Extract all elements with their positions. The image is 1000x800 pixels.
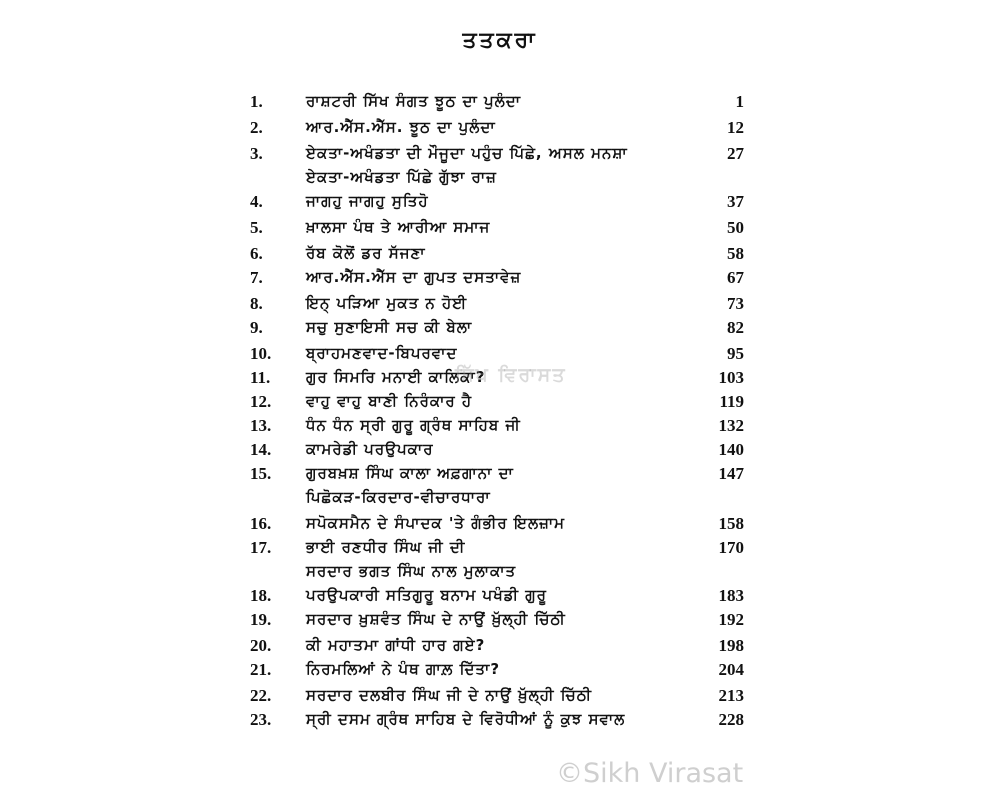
entry-title: ਆਰ.ਐੱਸ.ਐੱਸ ਦਾ ਗੁਪਤ ਦਸਤਾਵੇਜ਼ [306,268,522,286]
entry-number: 16. [250,514,272,533]
entry-title: ਧੰਨ ਧੰਨ ਸ੍ਰੀ ਗੁਰੂ ਗ੍ਰੰਥ ਸਾਹਿਬ ਜੀ [306,416,521,434]
entry-page-number: 103 [718,368,744,387]
entry-number: 18. [250,586,272,605]
entry-number: 13. [250,416,272,435]
entry-number: 4. [250,192,263,211]
entry-number: 5. [250,218,263,237]
entry-title: ਨਿਰਮਲਿਆਂ ਨੇ ਪੰਥ ਗਾਲ਼ ਦਿੱਤਾ? [306,660,501,678]
entry-page-number: 50 [727,218,744,237]
entry-number: 20. [250,636,272,655]
entry-number: 12. [250,392,272,411]
entry-page-number: 228 [718,710,744,729]
entry-number: 22. [250,686,272,705]
entry-title: ਸਰਦਾਰ ਭਗਤ ਸਿੰਘ ਨਾਲ ਮੁਲਾਕਾਤ [306,562,517,580]
entry-page-number: 192 [718,610,744,629]
entry-number: 21. [250,660,272,679]
entry-title: ਰੱਬ ਕੋਲੋਂ ਡਰ ਸੱਜਣਾ [306,244,426,262]
entry-title: ਕਾਮਰੇਡੀ ਪਰਉਪਕਾਰ [306,440,434,458]
entry-title: ਸਚੁ ਸੁਣਾਇਸੀ ਸਚ ਕੀ ਬੇਲਾ [306,318,473,336]
entry-number: 6. [250,244,263,263]
entry-page-number: 1 [735,92,744,111]
entry-title: ਸਪੋਕਸਮੈਨ ਦੇ ਸੰਪਾਦਕ 'ਤੇ ਗੰਭੀਰ ਇਲਜ਼ਾਮ [306,514,566,532]
entry-page-number: 82 [727,318,744,337]
entry-title: ਰਾਸ਼ਟਰੀ ਸਿੱਖ ਸੰਗਤ ਝੂਠ ਦਾ ਪੁਲੰਦਾ [306,92,522,110]
entry-number: 11. [250,368,271,387]
entry-page-number: 147 [718,464,744,483]
entry-page-number: 37 [727,192,744,211]
entry-title: ਖ਼ਾਲਸਾ ਪੰਥ ਤੇ ਆਰੀਆ ਸਮਾਜ [306,218,491,236]
entry-number: 3. [250,144,263,163]
entry-title: ਵਾਹੁ ਵਾਹੁ ਬਾਣੀ ਨਿਰੰਕਾਰ ਹੈ [306,392,473,410]
entry-page-number: 183 [718,586,744,605]
entry-page-number: 204 [718,660,744,679]
entry-page-number: 119 [719,392,744,411]
entry-page-number: 170 [718,538,744,557]
entry-title: ਏਕਤਾ-ਅਖੰਡਤਾ ਪਿੱਛੇ ਗੁੱਝਾ ਰਾਜ਼ [306,168,497,186]
entry-title: ਸਰਦਾਰ ਦਲਬੀਰ ਸਿੰਘ ਜੀ ਦੇ ਨਾਉਂ ਖ਼ੁੱਲ੍ਹੀ ਚਿੱਠੀ [306,686,593,704]
entry-page-number: 12 [727,118,744,137]
entry-page-number: 213 [718,686,744,705]
entry-title: ਕੀ ਮਹਾਤਮਾ ਗਾਂਧੀ ਹਾਰ ਗਏ? [306,636,486,654]
entry-number: 23. [250,710,272,729]
entry-page-number: 198 [718,636,744,655]
entry-number: 10. [250,344,272,363]
entry-title: ਏਕਤਾ-ਅਖੰਡਤਾ ਦੀ ਮੌਜੂਦਾ ਪਹੁੰਚ ਪਿੱਛੇ, ਅਸਲ ਮਨਸ਼ਾ [306,144,628,162]
entry-title: ਇਨ੍ ਪੜਿਆ ਮੁਕਤ ਨ ਹੋਈ [306,294,468,312]
entry-title: ਪਿਛੋਕੜ-ਕਿਰਦਾਰ-ਵੀਚਾਰਧਾਰਾ [306,488,491,506]
entry-page-number: 132 [718,416,744,435]
entry-page-number: 95 [727,344,744,363]
entry-title: ਸਰਦਾਰ ਖ਼ੁਸ਼ਵੰਤ ਸਿੰਘ ਦੇ ਨਾਉਂ ਖ਼ੁੱਲ੍ਹੀ ਚਿੱਠੀ [306,610,566,628]
entry-page-number: 140 [718,440,744,459]
entry-number: 9. [250,318,263,337]
entry-page-number: 67 [727,268,744,287]
entry-page-number: 58 [727,244,744,263]
entry-number: 17. [250,538,272,557]
entry-title: ਸ੍ਰੀ ਦਸਮ ਗ੍ਰੰਥ ਸਾਹਿਬ ਦੇ ਵਿਰੋਧੀਆਂ ਨੂੰ ਕੁਝ ਸਵਾਲ [306,710,626,728]
entry-page-number: 158 [718,514,744,533]
entry-number: 7. [250,268,263,287]
entry-page-number: 27 [727,144,744,163]
entry-title: ਗੁਰ ਸਿਮਰਿ ਮਨਾਈ ਕਾਲਿਕਾ? [306,368,486,386]
copyright-notice: ©Sikh Virasat [556,758,744,789]
entry-page-number: 73 [727,294,744,313]
entry-number: 19. [250,610,272,629]
entry-title: ਆਰ.ਐੱਸ.ਐੱਸ. ਝੂਠ ਦਾ ਪੁਲੰਦਾ [306,118,496,136]
entry-title: ਬ੍ਰਾਹਮਣਵਾਦ-ਬਿਪਰਵਾਦ [306,344,458,362]
entry-number: 1. [250,92,263,111]
entry-number: 15. [250,464,272,483]
entry-title: ਭਾਈ ਰਣਧੀਰ ਸਿੰਘ ਜੀ ਦੀ [306,538,466,556]
entry-number: 14. [250,440,272,459]
entry-number: 8. [250,294,263,313]
entry-number: 2. [250,118,263,137]
page-title: ਤਤਕਰਾ [462,28,538,53]
entry-title: ਜਾਗਹੁ ਜਾਗਹੁ ਸੁਤਿਹੋ [306,192,429,210]
entry-title: ਪਰਉਪਕਾਰੀ ਸਤਿਗੁਰੂ ਬਨਾਮ ਪਖੰਡੀ ਗੁਰੂ [306,586,547,604]
entry-title: ਗੁਰਬਖ਼ਸ਼ ਸਿੰਘ ਕਾਲਾ ਅਫ਼ਗਾਨਾ ਦਾ [306,464,514,482]
watermark-text: ਸਿੱਖ ਵਿਰਾਸਤ [455,364,567,386]
